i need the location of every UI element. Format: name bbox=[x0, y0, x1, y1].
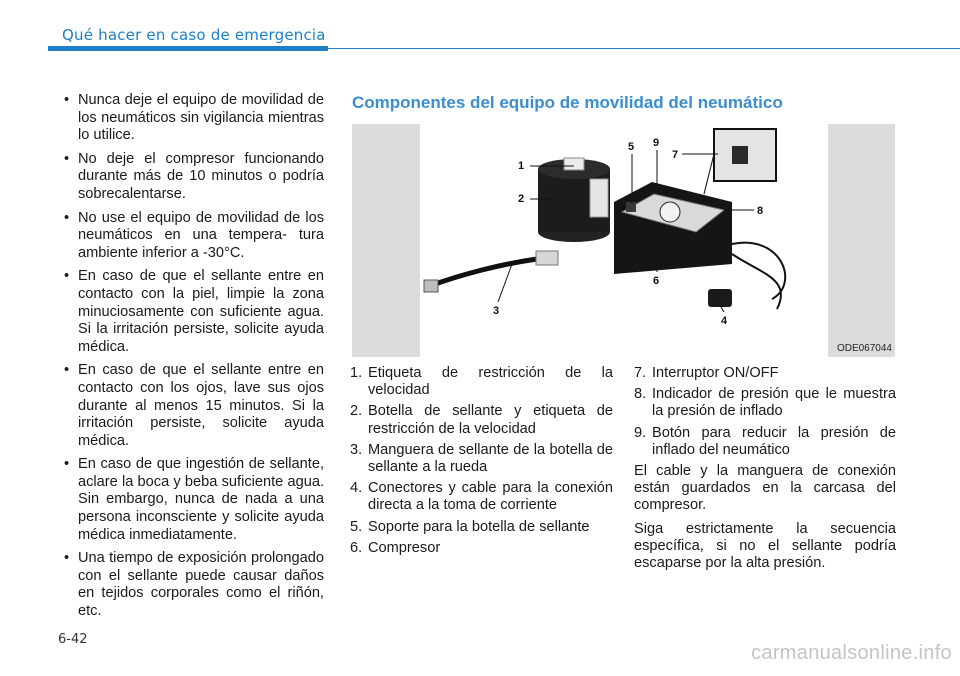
bullet-item: • No use el equipo de movilidad de los neumáticos en una tempera- tura ambiente inferior a -30°C. bbox=[58, 210, 324, 263]
component-item bbox=[634, 365, 896, 382]
bottle-label bbox=[590, 179, 608, 217]
component-number: 9. bbox=[634, 424, 647, 441]
components-list-b bbox=[634, 365, 896, 578]
component-number: 5. bbox=[350, 518, 363, 535]
page-number: 6-42 bbox=[58, 632, 88, 647]
storage-paragraph: El cable y la manguera de conexión están guardados en la carcasa del compresor. bbox=[634, 463, 896, 514]
component-item bbox=[350, 403, 613, 437]
component-item bbox=[634, 425, 896, 459]
component-number: 4. bbox=[350, 480, 363, 497]
component-text: Interruptor ON/OFF bbox=[652, 365, 779, 381]
component-number: 8. bbox=[634, 386, 647, 403]
component-text: Indicador de presión que le muestra la presión de inflado bbox=[652, 386, 896, 420]
component-item bbox=[350, 540, 613, 557]
callout-4: 4 bbox=[721, 315, 728, 327]
component-text: Etiqueta de restricción de la velocidad bbox=[368, 365, 613, 399]
section-title: Qué hacer en caso de emergencia bbox=[62, 26, 326, 44]
on-off-switch bbox=[732, 146, 748, 164]
component-text: Conectores y cable para la conexión directa a la toma de corriente bbox=[368, 480, 613, 514]
components-title: Componentes del equipo de movilidad del neumático bbox=[352, 93, 783, 112]
callout-9: 9 bbox=[653, 137, 660, 149]
header-rule-thick bbox=[48, 46, 328, 51]
figure-code: ODE067044 bbox=[836, 343, 892, 354]
speed-label bbox=[564, 158, 584, 170]
callout-6: 6 bbox=[653, 275, 660, 287]
component-number: 3. bbox=[350, 441, 363, 458]
component-item bbox=[634, 386, 896, 420]
kit-illustration bbox=[352, 124, 895, 357]
pressure-release-button bbox=[626, 202, 636, 212]
bullet-item: • Una tiempo de exposición prolongado con el sellante puede causar daños en tejidos corporales como el riñón, etc. bbox=[58, 550, 324, 620]
sequence-paragraph: Siga estrictamente la secuencia específica, si no el sellante podría escaparse por la alta presión. bbox=[634, 520, 896, 572]
left-column bbox=[58, 92, 324, 627]
bullet-item: • En caso de que el sellante entre en contacto con la piel, limpie la zona minuciosamente con suficiente agua. Si la irritación persiste, solicite ayuda médica. bbox=[58, 268, 324, 356]
bullet-item: • En caso de que ingestión de sellante, aclare la boca y beba suficiente agua. Sin embargo, nunca de nada a una persona inconsciente y solicite ayuda médica inmediatamente. bbox=[58, 456, 324, 544]
component-item bbox=[350, 442, 613, 476]
pressure-gauge bbox=[660, 202, 680, 222]
callout-1: 1 bbox=[518, 160, 525, 172]
component-text: Compresor bbox=[368, 539, 441, 556]
callout-7: 7 bbox=[672, 149, 679, 161]
component-number: 6. bbox=[350, 539, 363, 556]
component-text: Botón para reducir la presión de inflado del neumático bbox=[652, 424, 896, 458]
power-connector bbox=[708, 289, 732, 307]
header-rule-thin bbox=[328, 48, 960, 49]
component-text: Soporte para la botella de sellante bbox=[368, 518, 590, 535]
callout-5: 5 bbox=[628, 141, 635, 153]
hose-end bbox=[424, 280, 438, 292]
bullet-item: • Nunca deje el equipo de movilidad de los neumáticos sin vigilancia mientras lo utilice. bbox=[58, 92, 324, 145]
component-number: 2. bbox=[350, 403, 363, 420]
component-text: Botella de sellante y etiqueta de restricción de la velocidad bbox=[368, 403, 613, 437]
bullet-item: • No deje el compresor funcionando durante más de 10 minutos o podría sobrecalentarse. bbox=[58, 151, 324, 204]
component-number: 1. bbox=[350, 365, 363, 381]
tire-mobility-kit-figure bbox=[352, 124, 895, 357]
component-number: 7. bbox=[634, 365, 647, 381]
warning-bullet-list bbox=[58, 92, 324, 621]
component-text: Manguera de sellante de la botella de sellante a la rueda bbox=[368, 441, 613, 476]
watermark: carmanualsonline.info bbox=[751, 642, 952, 664]
bullet-item: • En caso de que el sellante entre en contacto con los ojos, lave sus ojos durante al menos 15 minutos. Si la irritación persiste, solicite ayuda médica. bbox=[58, 362, 324, 450]
component-item bbox=[350, 365, 613, 399]
callout-3: 3 bbox=[493, 305, 500, 317]
component-item bbox=[350, 480, 613, 514]
callout-8: 8 bbox=[757, 205, 764, 217]
component-item bbox=[350, 519, 613, 536]
callout-2: 2 bbox=[518, 193, 525, 205]
hose-valve bbox=[536, 251, 558, 265]
components-list-a bbox=[350, 365, 613, 561]
